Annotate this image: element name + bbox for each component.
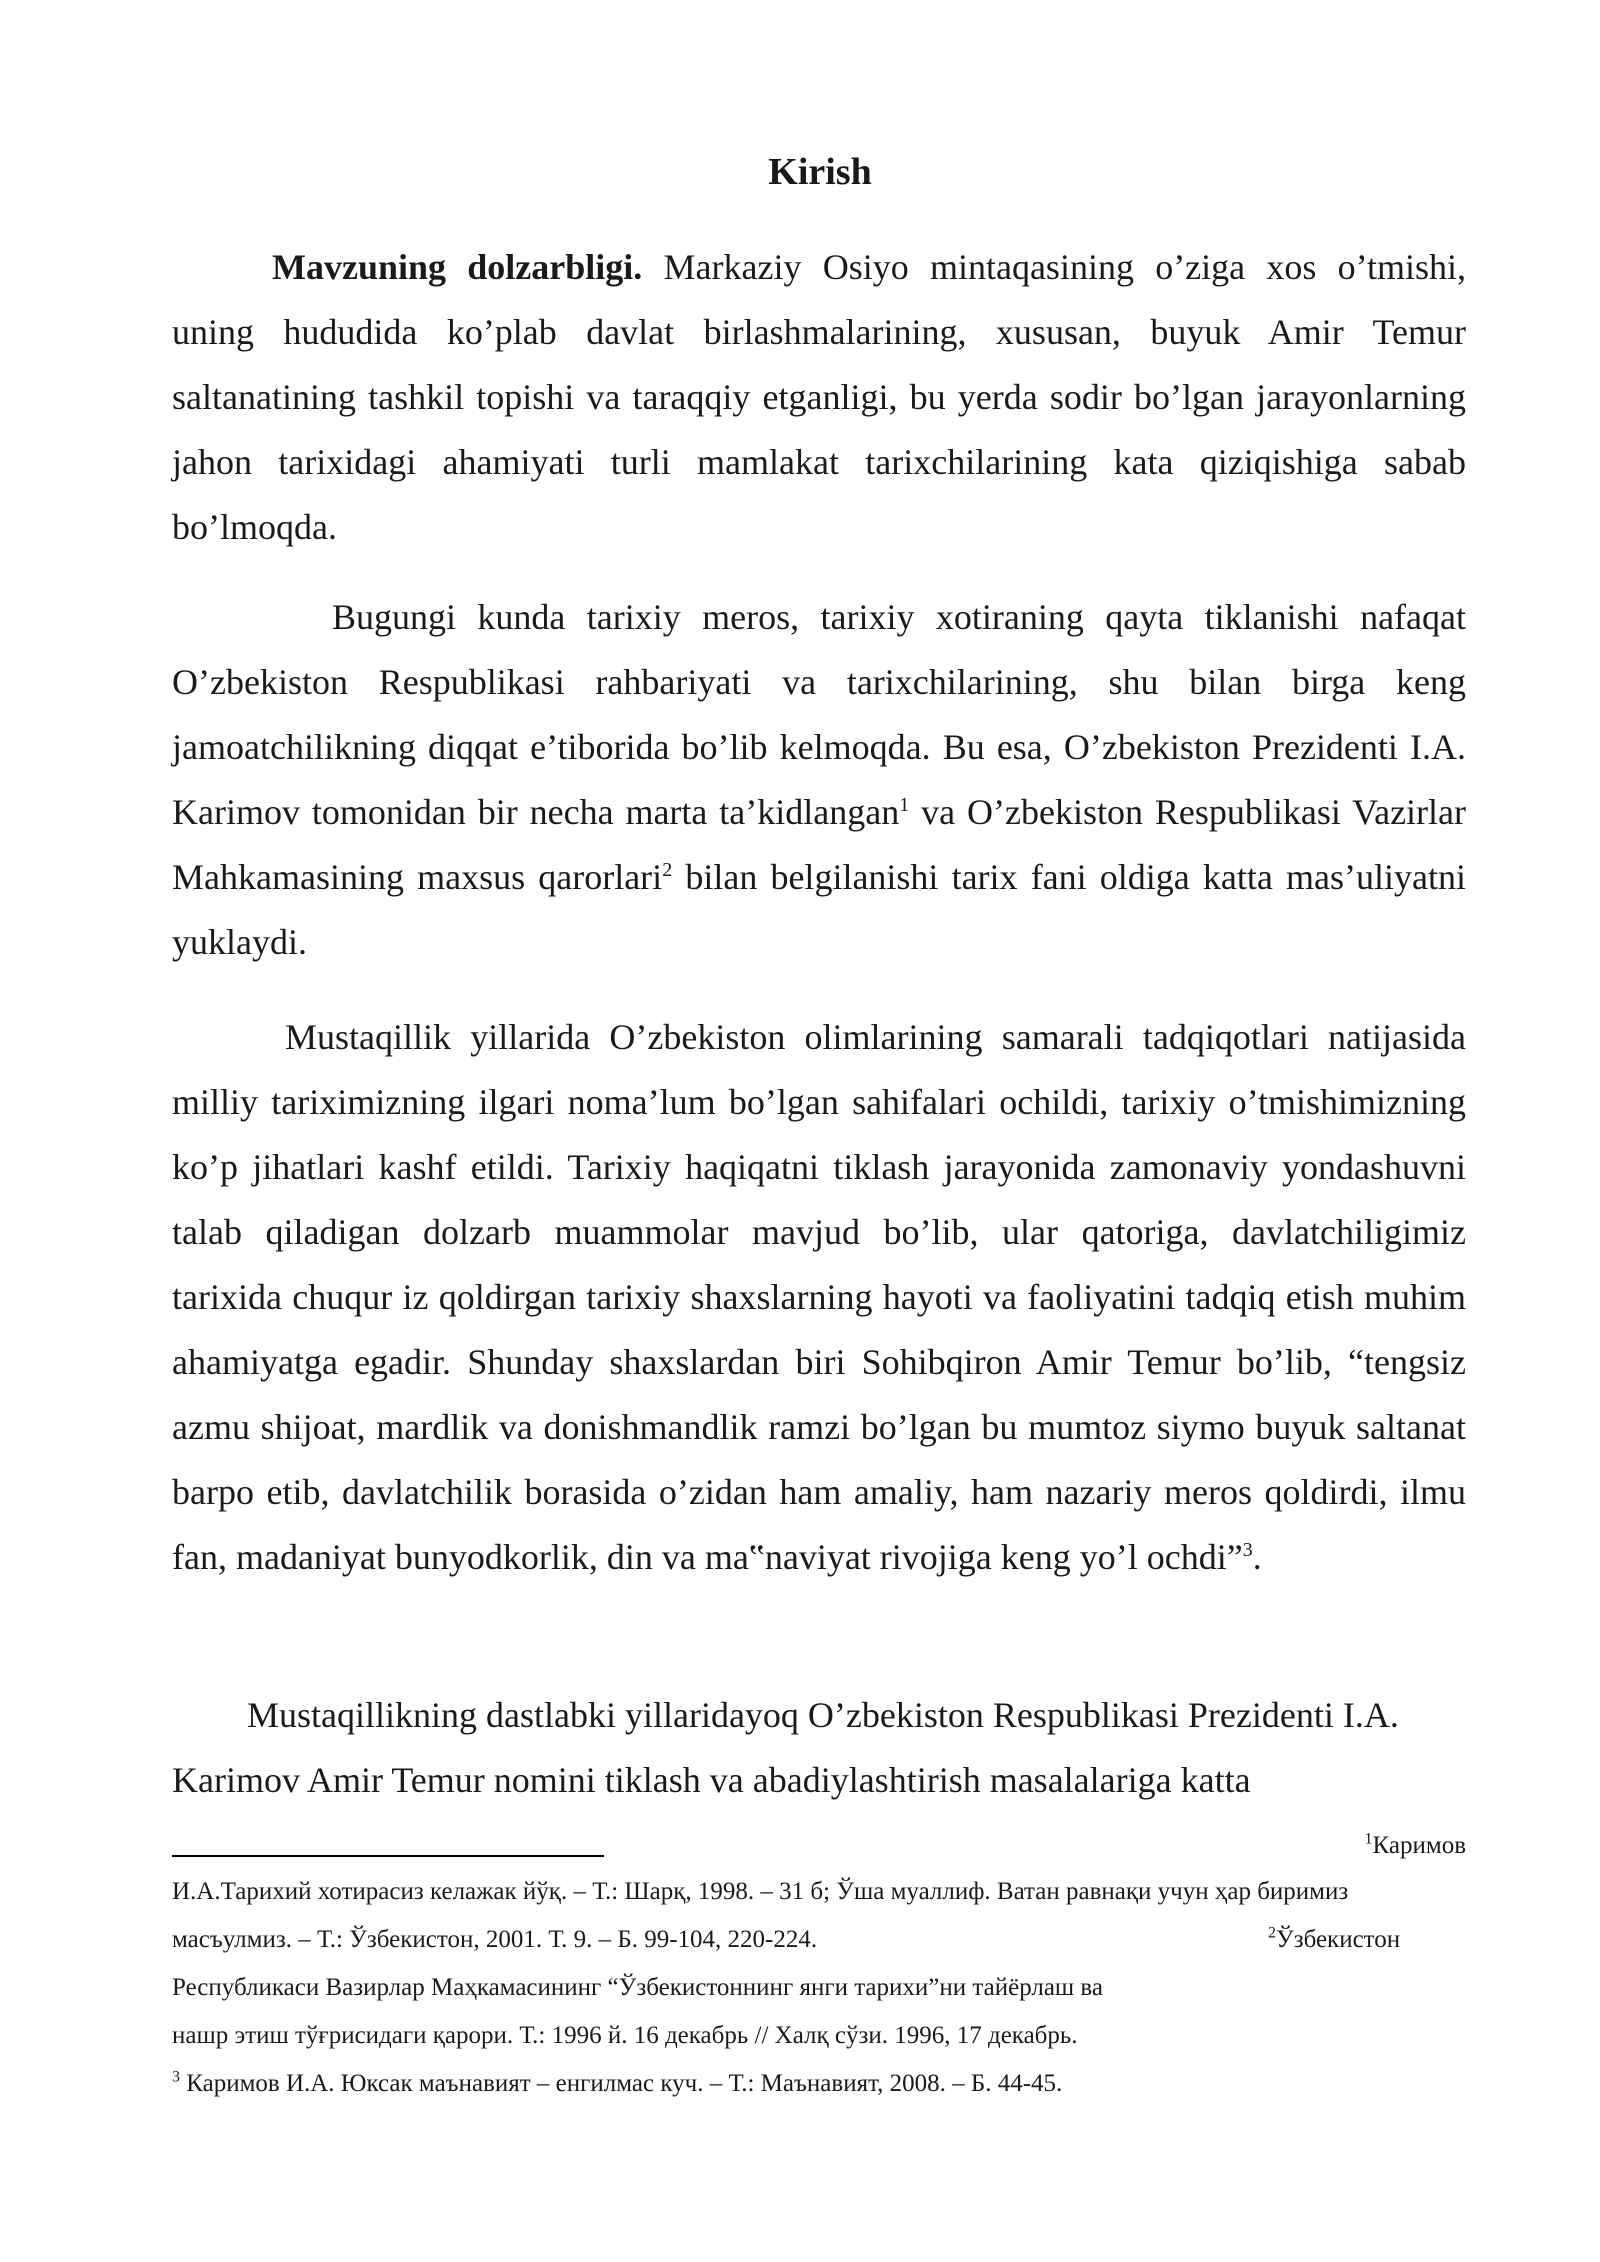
footnote-3-marker: 3 [172,2068,180,2086]
paragraph-early-years [172,1683,1466,1813]
footnote-2-head: $^2$Ўзбекистон [1268,1924,1401,1953]
footnote-2-line-2: нашр этиш тўғрисидаги қарори. Т.: 1996 й. 16 декабрь // Халқ сўзи. 1996, 17 декабрь. [172,2022,1078,2049]
footnote-1-marker: 1 [1364,1830,1373,1848]
footnote-2-marker: 2 [1268,1924,1276,1942]
paragraph-text: . [1252,1537,1262,1577]
paragraph-text: Mustaqillikning dastlabki yillaridayoq O’zbekiston Respublikasi Prezidenti I.A. Karimov Amir Temur nomini tiklash va abadiylashtirish masalalariga katta [172,1695,1399,1800]
paragraph-text: Bugungi kunda tarixiy meros, tarixiy xotiraning qayta tiklanishi nafaqat O’zbekiston Respublikasi rahbariyati va tarixchilarining, shu bilan birga keng jamoatchilikning diqqat e’tiborida bo’lib kelmoqda. Bu esa, O’zbekiston Prezidenti I.A. Karimov tomonidan bir necha marta ta’kidlangan [172,597,1466,832]
page-title: Kirish [768,151,872,193]
paragraph-text: bilan belgilanishi tarix fani oldiga katta mas’uliyatni yuklaydi. [172,857,1467,962]
paragraph-heritage [172,585,1466,975]
paragraph-text: Mustaqillik yillarida O’zbekiston olimlarining samarali tadqiqotlari natijasida milliy tariximizning ilgari noma’lum bo’lgan sahifalari ochildi, tarixiy o’tmishimizning ko’p jihatlari kashf etildi. Tarixiy haqiqatni tiklash jarayonida zamonaviy yondashuvni talab qiladigan dolzarb muammolar mavjud bo’lib, ular qatoriga, davlatchiligimiz tarixida chuqur iz qoldirgan tarixiy shaxslarning hayoti va faoliyatini tadqiq etish muhim ahamiyatga egadir. Shunday shaxslardan biri Sohibqiron Amir Temur bo’lib, “tengsiz azmu shijoat, mardlik va donishmandlik ramzi bo’lgan bu mumtoz siymo buyuk saltanat barpo etib, davlatchilik borasida o’zidan ham amaliy, ham nazariy meros qoldirdi, ilmu fan, madaniyat bunyodkorlik, din va ma‟naviyat rivojiga keng yo’l ochdi” [172,1017,1466,1577]
footnote-ref-3: 3 [1242,1539,1253,1561]
paragraph-text: va O’zbekiston Respublikasi Vazirlar Mahkamasining maxsus qarorlari [172,792,1467,897]
paragraph-independence [172,1005,1466,1590]
paragraph-text: Markaziy Osiyo mintaqasining o’ziga xos o’tmishi, uning hududida ko’plab davlat birlashmalarining, xususan, buyuk Amir Temur saltanatining tashkil topishi va taraqqiy etganligi, bu yerda sodir bo’lgan jarayonlarning jahon tarixidagi ahamiyati turli mamlakat tarixchilarining kata qiziqishiga sabab bo’lmoqda. [172,247,1467,547]
paragraph-relevance [172,235,1466,560]
footnote-3: $^3$ Каримов И.А. Юксак маънавият – енгилмас куч. – Т.: Маънавият, 2008. – Б. 44-45. [172,2068,1063,2097]
footnote-ref-2: 2 [662,859,673,881]
paragraph-lead: Mavzuning dolzarbligi. [272,247,643,287]
footnote-1-line-2: масъулмиз. – Т.: Ўзбекистон, 2001. Т. 9. – Б. 99-104, 220-224. [172,1926,818,1953]
footnote-ref-1: 1 [899,794,910,816]
footnote-1-line-1: И.А.Тарихий хотирасиз келажак йўқ. – Т.: Шарқ, 1998. – 31 б; Ўша муаллиф. Ватан равнақи учун ҳар биримиз [172,1878,1349,1905]
footnote-2-line-1: Республикаси Вазирлар Маҳкамасининг “Ўзбекистоннинг янги тарихи”ни тайёрлаш ва [172,1974,1104,2001]
footnote-1-head: $^1$Каримов [1364,1830,1466,1859]
